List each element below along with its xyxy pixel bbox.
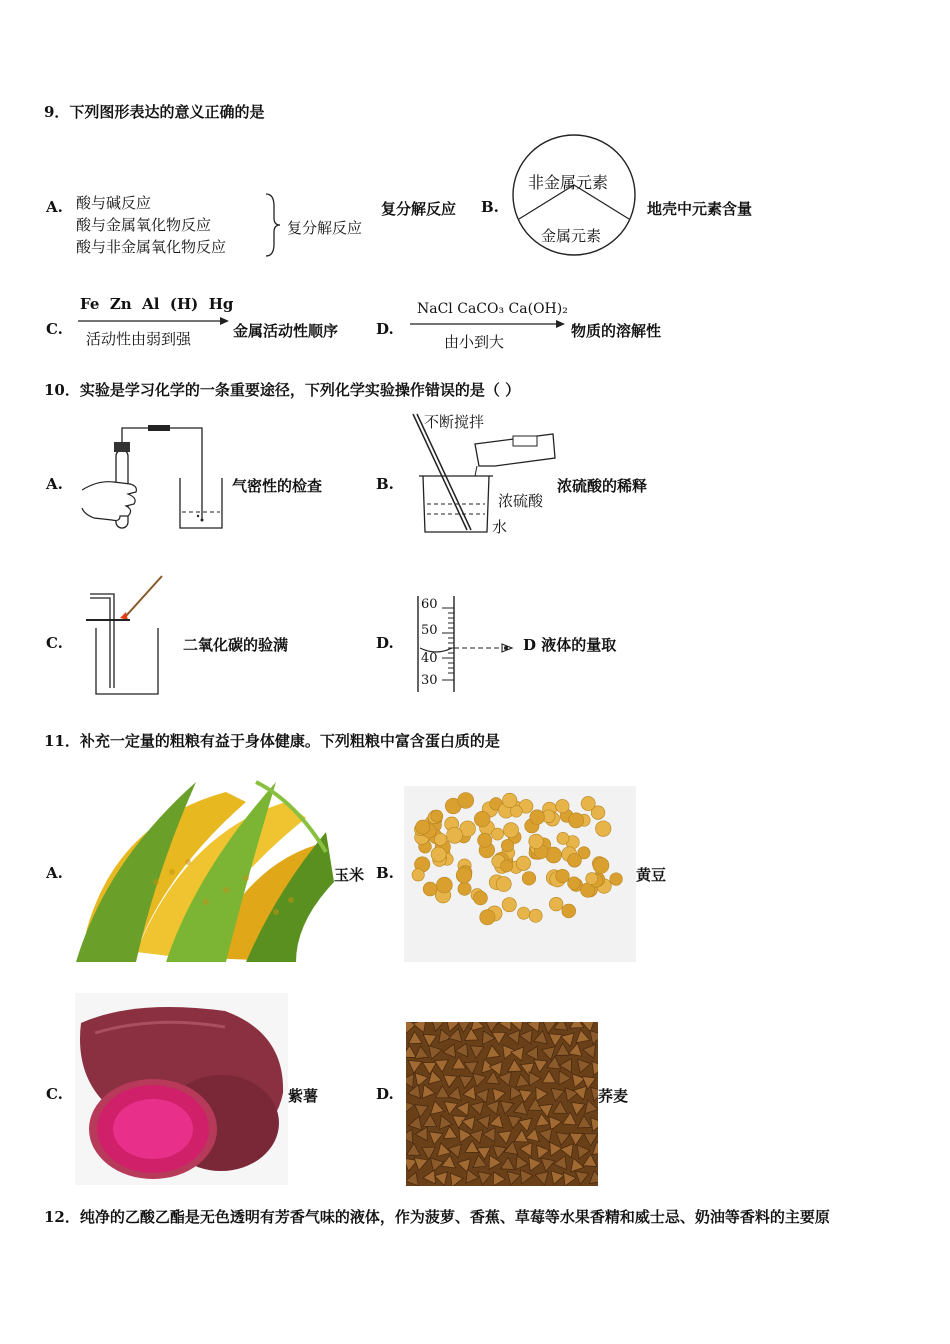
option-c-letter: C. <box>46 320 63 338</box>
purple-sweet-potato-image <box>75 993 288 1185</box>
co2-collection-illustration <box>82 572 172 700</box>
q9-a-reaction-list <box>76 192 226 258</box>
option-c-letter: C. <box>46 634 63 652</box>
option-d-letter: D. <box>376 634 394 652</box>
q10-b-water-text: 水 <box>492 518 508 536</box>
option-a-letter: A. <box>46 198 63 216</box>
q10-b-acid-text: 浓硫酸 <box>498 492 544 510</box>
q11-c-label: 紫薯 <box>288 1087 319 1105</box>
corn-image <box>76 762 334 962</box>
question-11-stem: 11．补充一定量的粗粮有益于身体健康。下列粗粮中富含蛋白质的是 <box>44 732 500 750</box>
q9-c-metals: Fe Zn Al (H) Hg <box>80 295 234 313</box>
buckwheat-image <box>406 1022 598 1186</box>
q9-b-top-text: 非金属元素 <box>528 173 609 192</box>
airtightness-apparatus-illustration <box>80 420 230 535</box>
q10-b-stir-text: 不断搅拌 <box>424 413 485 431</box>
question-9-stem: 9．下列图形表达的意义正确的是 <box>44 103 265 121</box>
question-10-stem: 10．实验是学习化学的一条重要途径，下列化学实验操作错误的是（ ） <box>44 381 521 399</box>
q10-d-tick-50: 50 <box>421 623 438 638</box>
arrow-icon <box>76 315 232 327</box>
q10-d-tick-40: 40 <box>421 651 438 666</box>
q9-c-arrow-text: 活动性由弱到强 <box>86 330 192 348</box>
q9-d-arrow-text: 由小到大 <box>444 333 505 351</box>
question-12-stem: 12．纯净的乙酸乙酯是无色透明有芳香气味的液体，作为菠萝、香蕉、草莓等水果香精和威士忌、奶油等香料的主要原 <box>44 1208 830 1226</box>
q9-a-label: 复分解反应 <box>381 200 457 218</box>
q10-d-label: D 液体的量取 <box>523 636 617 654</box>
q9-a-line-3: 酸与非金属氧化物反应 <box>76 238 227 256</box>
option-d-letter: D. <box>376 320 394 338</box>
q9-a-line-1: 酸与碱反应 <box>76 194 152 212</box>
q9-d-compounds: NaCl CaCO₃ Ca(OH)₂ <box>417 301 568 317</box>
option-d-letter: D. <box>376 1085 394 1103</box>
q10-a-label: 气密性的检查 <box>232 477 323 495</box>
q9-a-brace-text: 复分解反应 <box>287 219 363 237</box>
brace-icon <box>262 192 282 258</box>
option-c-letter: C. <box>46 1085 63 1103</box>
option-a-letter: A. <box>46 475 63 493</box>
q9-b-label: 地壳中元素含量 <box>647 200 753 218</box>
q11-b-label: 黄豆 <box>636 866 667 884</box>
q9-d-label: 物质的溶解性 <box>571 322 662 340</box>
q10-d-tick-60: 60 <box>421 597 438 612</box>
option-b-letter: B. <box>481 198 499 216</box>
option-a-letter: A. <box>46 864 63 882</box>
q11-a-label: 玉米 <box>334 866 365 884</box>
q10-c-label: 二氧化碳的验满 <box>183 636 289 654</box>
q10-b-label: 浓硫酸的稀释 <box>557 477 648 495</box>
q9-b-bottom-text: 金属元素 <box>541 227 602 245</box>
q11-d-label: 荞麦 <box>598 1087 629 1105</box>
option-b-letter: B. <box>376 864 394 882</box>
q9-a-line-2: 酸与金属氧化物反应 <box>76 216 212 234</box>
q9-c-label: 金属活动性顺序 <box>233 322 339 340</box>
option-b-letter: B. <box>376 475 394 493</box>
q10-d-tick-30: 30 <box>421 673 438 688</box>
arrow-icon <box>408 318 568 330</box>
soybean-image <box>404 786 636 962</box>
